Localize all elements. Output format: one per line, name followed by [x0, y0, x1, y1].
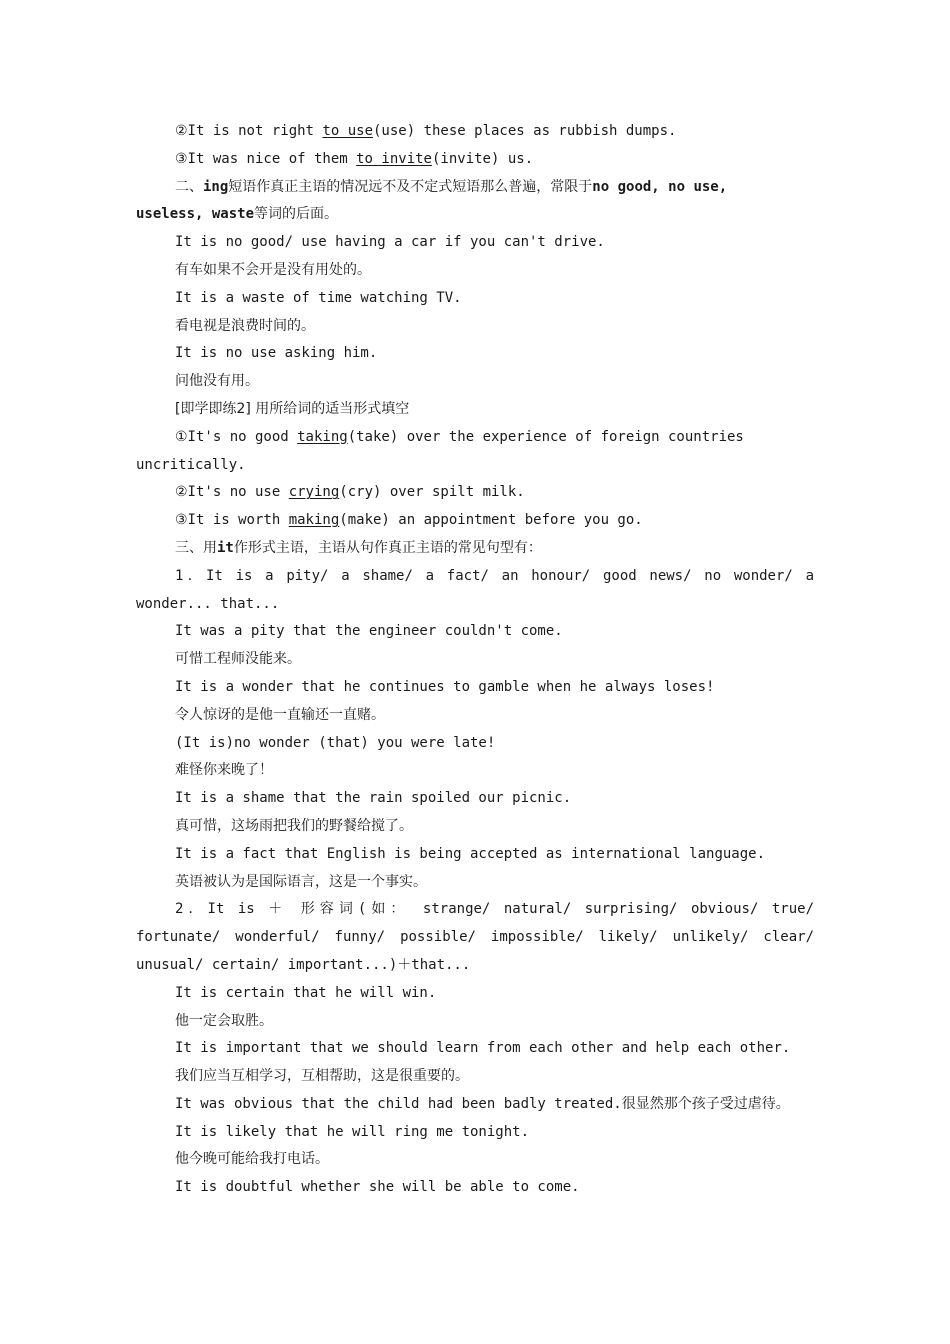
section-heading: 二、ing短语作真正主语的情况远不及不定式短语那么普遍，常限于no good, no use, [175, 178, 728, 195]
example-en: It is certain that he will win. [175, 984, 437, 1001]
example-zh: 看电视是浪费时间的。 [175, 317, 315, 334]
example-en: It is no use asking him. [175, 345, 378, 362]
exercise-item: ②It's no use crying(cry) over spilt milk. [175, 484, 525, 501]
example-line: ③It was nice of them to invite(invite) us. [175, 150, 534, 167]
answer-blank: crying [288, 484, 340, 501]
example-zh: 他今晚可能给我打电话。 [175, 1151, 329, 1168]
example-en: (It is)no wonder (that) you were late! [175, 734, 496, 751]
pattern-item: 1．It is a pity/ a shame/ a fact/ an honour/ good news/ no wonder/ a [175, 567, 814, 584]
document-body [136, 118, 814, 1202]
example-zh: 问他没有用。 [175, 373, 259, 390]
example-zh: 英语被认为是国际语言，这是一个事实。 [175, 873, 427, 890]
answer-blank: to invite [356, 150, 432, 167]
pattern-item-cont: wonder... that... [136, 595, 280, 612]
example-en: It is a wonder that he continues to gamble when he always loses! [175, 678, 715, 695]
exercise-item: ③It is worth making(make) an appointment before you go. [175, 512, 643, 529]
section-heading-cont: useless, waste等词的后面。 [136, 206, 339, 223]
example-zh: 可惜工程师没能来。 [175, 651, 301, 668]
example-zh: 令人惊讶的是他一直输还一直赌。 [175, 706, 385, 723]
example-en: It is likely that he will ring me tonight. [175, 1123, 530, 1140]
exercise-item-cont: uncritically. [136, 456, 246, 473]
pattern-item: 2．It is ＋ 形容词(如： strange/ natural/ surprising/ obvious/ true/ [175, 901, 814, 918]
answer-blank: to use [322, 123, 373, 139]
example-zh: 我们应当互相学习，互相帮助，这是很重要的。 [175, 1068, 469, 1085]
example-en: It is important that we should learn from each other and help each other. [175, 1040, 791, 1057]
example-en: It is doubtful whether she will be able to come. [175, 1179, 580, 1196]
example-zh: 真可惜，这场雨把我们的野餐给搅了。 [175, 817, 413, 834]
example-zh: 他一定会取胜。 [175, 1012, 273, 1029]
example-en: It was obvious that the child had been badly treated.很显然那个孩子受过虐待。 [175, 1095, 790, 1112]
example-en: It was a pity that the engineer couldn't come. [175, 623, 563, 640]
example-line: ②It is not right to use(use) these places as rubbish dumps. [175, 123, 677, 139]
exercise-heading: [即学即练2] 用所给词的适当形式填空 [175, 400, 410, 417]
answer-blank: taking [297, 428, 348, 445]
example-en: It is a waste of time watching TV. [175, 289, 462, 306]
exercise-item: ①It's no good taking(take) over the experience of foreign countries [175, 428, 744, 445]
example-en: It is no good/ use having a car if you can't drive. [175, 234, 605, 251]
example-zh: 有车如果不会开是没有用处的。 [175, 261, 371, 278]
example-zh: 难怪你来晚了！ [175, 762, 273, 779]
pattern-item-cont: unusual/ certain/ important...)＋that... [136, 956, 471, 973]
pattern-item-cont: fortunate/ wonderful/ funny/ possible/ impossible/ likely/ unlikely/ clear/ [136, 929, 814, 946]
section-heading: 三、用it作形式主语，主语从句作真正主语的常见句型有： [175, 539, 542, 556]
example-en: It is a fact that English is being accepted as international language. [175, 845, 766, 862]
answer-blank: making [288, 512, 340, 529]
example-en: It is a shame that the rain spoiled our picnic. [175, 790, 572, 807]
